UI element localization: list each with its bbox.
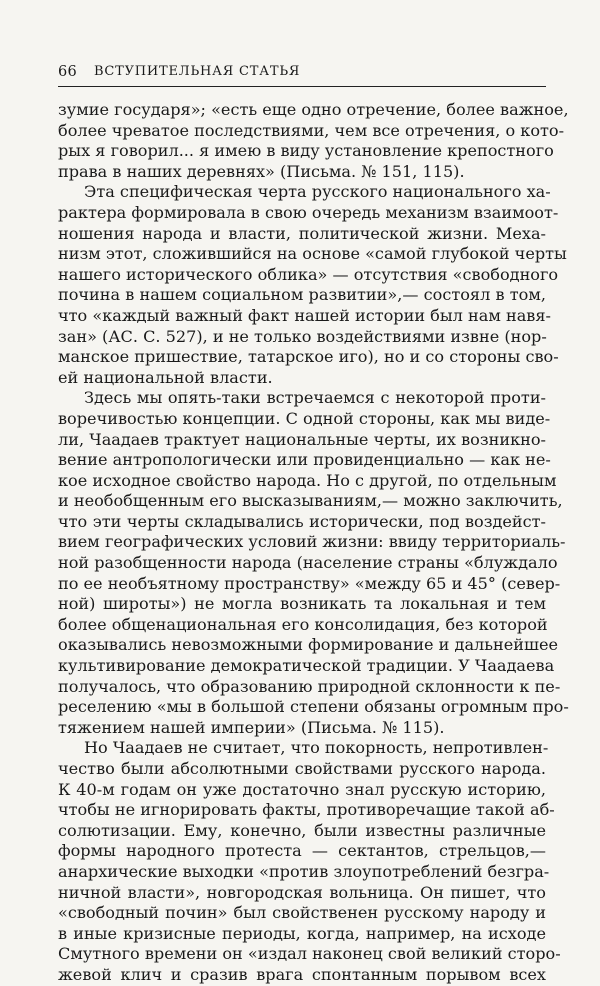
text-line: воречивостью концепции. С одной стороны, как мы виде-	[58, 408, 551, 428]
page-number: 66	[58, 64, 78, 80]
text-line: нашего исторического облика» — отсутствия «свободного	[58, 264, 559, 284]
text-line: ли, Чаадаев трактует национальные черты, их возникно-	[58, 429, 546, 449]
text-line: что «каждый важный факт нашей истории был нам навя-	[58, 305, 551, 325]
text-line: низм этот, сложившийся на основе «самой глубокой черты	[58, 244, 567, 264]
text-line: получалось, что образованию природной склонности к пе-	[58, 676, 561, 696]
text-line: ной) широты») не могла возникать та локальная и тем	[58, 594, 546, 614]
paragraph	[58, 738, 561, 985]
header-rule	[58, 86, 546, 87]
text-line: ей национальной власти.	[58, 367, 273, 387]
text-line: Смутного времени он «издал наконец свой великий сторо-	[58, 944, 561, 964]
text-line: Здесь мы опять-таки встречаемся с некоторой проти-	[84, 388, 546, 408]
text-line: вием географических условий жизни: ввиду территориаль-	[58, 532, 566, 552]
text-line: и необобщенным его высказываниям,— можно заключить,	[58, 491, 563, 511]
text-line: в иные кризисные периоды, когда, например, на исходе	[58, 923, 546, 943]
text-line: более общенациональная его консолидация, без которой	[58, 614, 548, 634]
text-line: рактера формировала в свою очередь механизм взаимоот-	[58, 202, 559, 222]
text-line: зан» (АС. С. 527), и не только воздействиями извне (нор-	[58, 326, 547, 346]
text-line: почина в нашем социальном развитии»,— состоял в том,	[58, 285, 546, 305]
text-line: по ее необъятному пространству» «между 65 и 45° (север-	[58, 573, 561, 593]
text-line: солютизации. Ему, конечно, были известны различные	[58, 820, 546, 840]
text-line: что эти черты складывались исторически, под воздейст-	[58, 511, 546, 531]
text-line: ничной власти», новгородская вольница. Он пишет, что	[58, 882, 546, 902]
text-line: рых я говорил... я имею в виду установление крепостного	[58, 141, 554, 161]
paragraph	[58, 182, 567, 388]
text-line: чтобы не игнорировать факты, противоречащие такой аб-	[58, 800, 555, 820]
running-title: ВСТУПИТЕЛЬНАЯ СТАТЬЯ	[94, 64, 301, 79]
text-line: реселению «мы в большой степени обязаны огромным про-	[58, 697, 569, 717]
text-line: тяжением нашей империи» (Письма. № 115).	[58, 717, 445, 737]
text-line: Эта специфическая черта русского национального ха-	[84, 182, 551, 202]
text-line: права в наших деревнях» (Письма. № 151, 115).	[58, 161, 465, 181]
text-line: ношения народа и власти, политической жизни. Меха-	[58, 223, 546, 243]
text-line: К 40-м годам он уже достаточно знал русскую историю,	[58, 779, 546, 799]
paragraph	[58, 388, 569, 738]
text-line: вение антропологически или провиденциально — как не-	[58, 450, 551, 470]
page-body	[58, 100, 569, 986]
text-line: зумие государя»; «есть еще одно отречение, более важное,	[58, 100, 569, 119]
text-line: манское пришествие, татарское иго), но и со стороны сво-	[58, 347, 559, 367]
text-line: чество были абсолютными свойствами русского народа.	[58, 759, 546, 778]
paragraph	[58, 100, 569, 182]
text-line: анархические выходки «против злоупотреблений безгра-	[58, 861, 550, 881]
text-line: ной разобщенности народа (население страны «блуждало	[58, 553, 558, 573]
text-line: Но Чаадаев не считает, что покорность, непротивлен-	[84, 738, 549, 758]
text-line: более чреватое последствиями, чем все отречения, о кото-	[58, 120, 565, 140]
text-line: оказывались невозможными формирование и дальнейшее	[58, 635, 559, 655]
text-line: жевой клич и сразив врага спонтанным порывом всех	[58, 964, 546, 984]
text-line: формы народного протеста — сектантов, стрельцов,—	[58, 841, 546, 861]
text-line: «свободный почин» был свойственен русскому народу и	[58, 903, 546, 923]
text-line: культивирование демократической традиции. У Чаадаева	[58, 656, 555, 676]
text-line: кое исходное свойство народа. Но с другой, по отдельным	[58, 470, 557, 490]
